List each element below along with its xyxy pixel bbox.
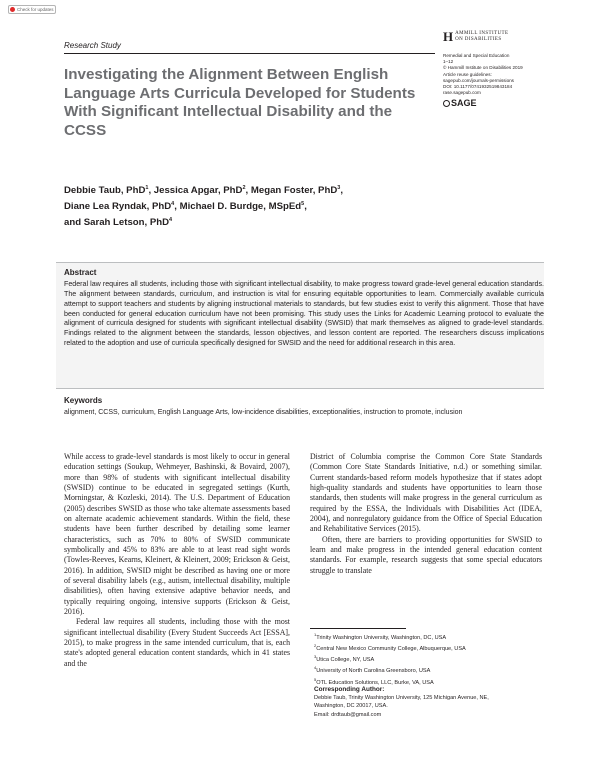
author-name: Jessica Apgar, PhD	[153, 185, 243, 197]
author-affiliation-mark: 4	[171, 200, 175, 207]
page-range: 1–12	[443, 59, 454, 65]
article-title: Investigating the Alignment Between English Language Arts Curricula Developed for Students With Significant Intellectual Disability and the CCSS	[64, 66, 416, 139]
check-for-updates-label: Check for updates	[17, 7, 54, 12]
affiliation-mark: 3	[314, 654, 317, 660]
affiliation-text: Trinity Washington University, Washington, DC, USA	[316, 634, 447, 641]
doi[interactable]: DOI: 10.1177/0741932519843184	[443, 84, 513, 90]
body-paragraph: District of Columbia comprise the Common Core State Standards (Common Core State Standards Initiative, n.d.) or something similar. Current standards-based reform models hypothesize that if states adopt high-quality standards and students have opportunities to learn those standards, then students will make progress in the general curriculum as required by the ESSA, the Individuals with Disabilities Act (IDEA, 2004), and nonregulatory guidance from the Office of Special Education and Rehabilitative Services (2015).	[310, 452, 542, 534]
body-column-right	[310, 452, 542, 576]
affiliation-text: Utica College, NY, USA	[316, 657, 375, 664]
abstract-heading: Abstract	[64, 268, 97, 277]
keywords-heading: Keywords	[64, 396, 103, 405]
body-paragraph: Federal law requires all students, including those with the most significant intellectual disability (Every Student Succeeds Act [ESSA], 2015), to make progress in the same intended curriculum, that is, each state's adopted general education content standards, which in 41 states and the	[64, 617, 290, 668]
logo-line-2: ON DISABILITIES	[455, 37, 502, 42]
author-separator: ,	[245, 185, 251, 197]
affiliation-item	[314, 642, 544, 653]
copyright: © Hammill Institute on Disabilities 2019	[443, 65, 523, 71]
footnote-rule	[310, 628, 406, 629]
corresponding-author-details	[314, 694, 544, 719]
keywords-text: alignment, CCSS, curriculum, English Language Arts, low-incidence disabilities, exceptionalities, instruction to promote, inclusion	[64, 409, 463, 416]
affiliations	[314, 631, 544, 687]
author-separator: ,	[174, 200, 180, 212]
journal-url[interactable]: rase.sagepub.com	[443, 90, 481, 96]
journal-info	[443, 53, 593, 96]
affiliation-text: OTL Education Solutions, LLC, Burke, VA, USA	[316, 679, 434, 686]
author-name: Diane Lea Ryndak, PhD	[64, 200, 172, 212]
sage-label: SAGE	[451, 98, 477, 109]
author-separator: ,	[148, 185, 154, 197]
affiliation-item	[314, 653, 544, 664]
publisher-block	[443, 31, 593, 108]
author-affiliation-mark: 4	[169, 216, 173, 223]
body-paragraph: Often, there are barriers to providing opportunities for SWSID to learn and make progress in the intended general education content standards. For example, research suggests that some special educators struggle to translate	[310, 534, 542, 575]
body-paragraph: While access to grade-level standards is most likely to occur in general education settings (Soukup, Wehmeyer, Bashinski, & Bovaird, 2007), more than 98% of students with significant intellectual disability (SWSID) continue to be educated in segregated settings (Kurth, Morningstar, & Kozleski, 2014). The U.S. Department of Education (2005) describes SWSID as those who take alternate assessments based on alternate academic achievement standards. Within the field, these students have been further described by detailing some learner characteristics, such as 70% to 80% of SWSID communicate symbolically and 45% to 83% are able to at least read sight words (Towles-Reeves, Kearns, Kleinert, & Kleinert, 2009; Erickson & Geist, 2016). In addition, SWSID might be described as having one or more of several disability labels (e.g., autism, intellectual disability, multiple disabilities), often having extensive adaptive behavior needs, and typically requiring ongoing, intensive supports (Erickson & Geist, 2016).	[64, 452, 290, 616]
author-separator: ,	[340, 185, 343, 197]
sage-icon	[443, 100, 450, 107]
author-name: and Sarah Letson, PhD	[64, 216, 170, 228]
abstract-text: Federal law requires all students, including those with significant intellectual disability, to make progress toward grade-level general education standards. The alignment between standards, curriculum, and instruction is vital for ensuring equitable opportunities to learn. Commercially available curricula attempt to support teachers and students by aligning instructional materials to standards, but few studies exist to verify this alignment. Those that have been conducted for general education curriculum have not been promising. This study uses the Links for Academic Learning protocol to evaluate the alignment of curricula designed for students with significant intellectual disability (SWSID) that mark themselves as aligned to grade-level standards. Findings related to the alignment between the standards, lesson objectives, and lesson content are reported. The researchers discuss implications related to the adoption and use of curricula specifically designed for SWSID and the need for additional research in this area.	[64, 280, 544, 348]
corresponding-author-line: Washington, DC 20017, USA.	[314, 703, 388, 710]
logo-letter: H	[443, 29, 454, 44]
journal-name: Remedial and Special Education	[443, 53, 510, 58]
corresponding-author-line: Debbie Taub, Trinity Washington University, 125 Michigan Avenue, NE,	[314, 695, 489, 701]
affiliation-mark: 5	[314, 676, 317, 682]
author-affiliation-mark: 1	[145, 185, 149, 191]
author-affiliation-mark: 3	[337, 185, 341, 191]
author-list	[64, 182, 436, 229]
author-name: Megan Foster, PhD	[250, 185, 338, 197]
check-updates-icon	[10, 7, 15, 12]
affiliation-item	[314, 631, 544, 642]
permissions-link[interactable]: sagepub.com/journals-permissions	[443, 77, 514, 83]
body-column-left	[64, 452, 290, 669]
affiliation-mark: 4	[314, 665, 317, 671]
article-category: Research Study	[64, 41, 121, 50]
affiliation-mark: 2	[314, 643, 317, 649]
reuse-guidelines-label: Article reuse guidelines:	[443, 71, 492, 77]
author-line-2	[64, 198, 436, 214]
author-affiliation-mark: 2	[242, 185, 246, 191]
corresponding-author-heading: Corresponding Author:	[314, 686, 385, 693]
hammill-logo	[443, 31, 593, 43]
logo-line-1: AMMILL INSTITUTE	[455, 31, 509, 36]
author-line-3	[64, 214, 436, 230]
affiliation-mark: 1	[314, 632, 317, 637]
author-name: Michael D. Burdge, MSpEd	[179, 200, 302, 212]
author-line-1	[64, 182, 436, 198]
header-rule	[64, 53, 435, 54]
author-separator: ,	[304, 200, 307, 212]
author-name: Debbie Taub, PhD	[64, 185, 146, 197]
sage-logo	[443, 98, 593, 108]
corresponding-author-email[interactable]: Email: drdtaub@gmail.com	[314, 711, 382, 718]
affiliation-text: Central New Mexico Community College, Albuquerque, USA	[316, 646, 466, 653]
author-affiliation-mark: 5	[301, 200, 305, 207]
check-for-updates-badge[interactable]	[8, 5, 56, 14]
affiliation-item	[314, 664, 544, 675]
affiliation-text: University of North Carolina Greensboro, USA	[316, 668, 431, 675]
